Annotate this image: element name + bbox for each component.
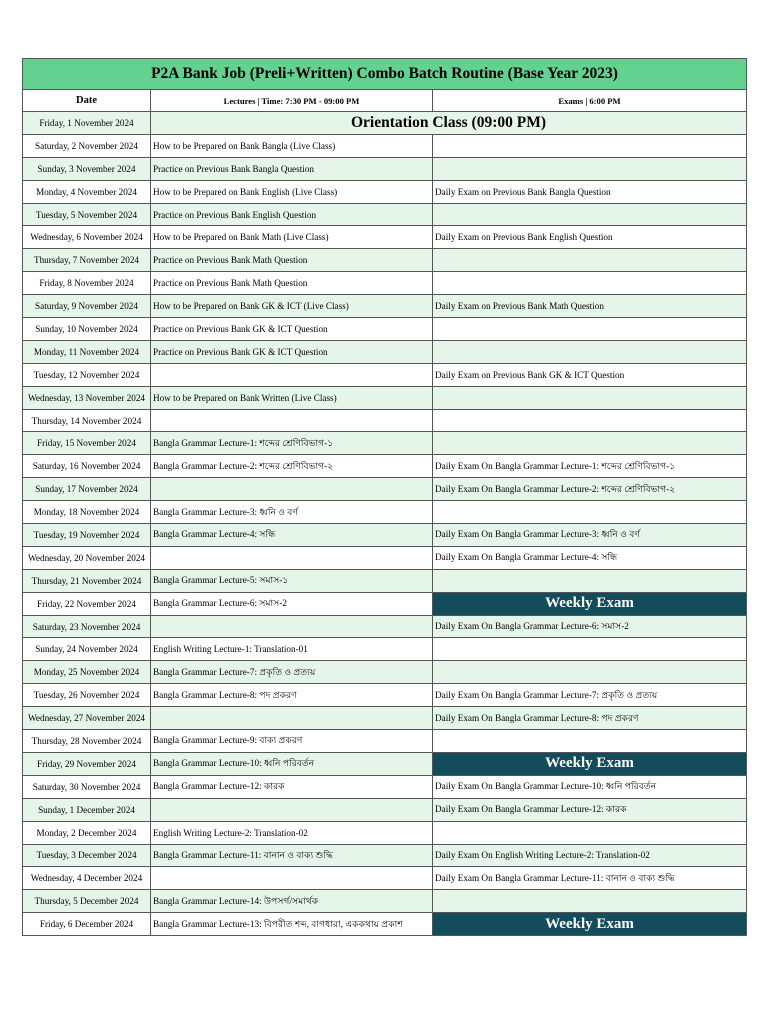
exam-cell bbox=[433, 409, 747, 432]
orientation-cell: Orientation Class (09:00 PM) bbox=[151, 112, 747, 135]
table-row bbox=[23, 318, 747, 341]
lecture-cell: Bangla Grammar Lecture-9: বাক্য প্রকরণ bbox=[151, 730, 433, 753]
exam-cell bbox=[433, 340, 747, 363]
weekly-exam-cell: Weekly Exam bbox=[433, 752, 747, 775]
lecture-cell: How to be Prepared on Bank Math (Live Class) bbox=[151, 226, 433, 249]
lecture-cell bbox=[151, 798, 433, 821]
date-cell: Thursday, 28 November 2024 bbox=[23, 730, 151, 753]
date-cell: Saturday, 2 November 2024 bbox=[23, 134, 151, 157]
exam-cell bbox=[433, 821, 747, 844]
date-cell: Sunday, 17 November 2024 bbox=[23, 478, 151, 501]
lecture-cell: How to be Prepared on Bank Bangla (Live Class) bbox=[151, 134, 433, 157]
table-row bbox=[23, 867, 747, 890]
lecture-cell bbox=[151, 867, 433, 890]
table-row bbox=[23, 363, 747, 386]
exam-cell bbox=[433, 318, 747, 341]
date-cell: Monday, 18 November 2024 bbox=[23, 501, 151, 524]
exam-cell: Daily Exam On Bangla Grammar Lecture-4: সন্ধি bbox=[433, 546, 747, 569]
date-cell: Sunday, 24 November 2024 bbox=[23, 638, 151, 661]
date-cell: Thursday, 7 November 2024 bbox=[23, 249, 151, 272]
lecture-cell: How to be Prepared on Bank GK & ICT (Live Class) bbox=[151, 295, 433, 318]
lecture-cell: How to be Prepared on Bank English (Live Class) bbox=[151, 180, 433, 203]
table-row bbox=[23, 707, 747, 730]
lecture-cell bbox=[151, 363, 433, 386]
date-cell: Monday, 11 November 2024 bbox=[23, 340, 151, 363]
date-cell: Friday, 6 December 2024 bbox=[23, 913, 151, 936]
header-exams: Exams | 6:00 PM bbox=[433, 90, 747, 112]
date-cell: Saturday, 23 November 2024 bbox=[23, 615, 151, 638]
date-cell: Tuesday, 5 November 2024 bbox=[23, 203, 151, 226]
table-row bbox=[23, 569, 747, 592]
date-cell: Tuesday, 26 November 2024 bbox=[23, 684, 151, 707]
table-row bbox=[23, 134, 747, 157]
exam-cell: Daily Exam on Previous Bank Bangla Question bbox=[433, 180, 747, 203]
lecture-cell: Bangla Grammar Lecture-2: শব্দের শ্রেণিবিভাগ-২ bbox=[151, 455, 433, 478]
date-cell: Wednesday, 6 November 2024 bbox=[23, 226, 151, 249]
lecture-cell: Bangla Grammar Lecture-4: সন্ধি bbox=[151, 524, 433, 547]
date-cell: Thursday, 21 November 2024 bbox=[23, 569, 151, 592]
table-row bbox=[23, 775, 747, 798]
table-row bbox=[23, 295, 747, 318]
lecture-cell: Bangla Grammar Lecture-5: সমাস-১ bbox=[151, 569, 433, 592]
date-cell: Tuesday, 3 December 2024 bbox=[23, 844, 151, 867]
table-row bbox=[23, 821, 747, 844]
lecture-cell: Practice on Previous Bank GK & ICT Question bbox=[151, 318, 433, 341]
lecture-cell: Practice on Previous Bank English Question bbox=[151, 203, 433, 226]
table-row bbox=[23, 615, 747, 638]
lecture-cell: Bangla Grammar Lecture-11: বানান ও বাক্য শুদ্ধি bbox=[151, 844, 433, 867]
date-cell: Thursday, 5 December 2024 bbox=[23, 890, 151, 913]
date-cell: Friday, 29 November 2024 bbox=[23, 752, 151, 775]
lecture-cell: Bangla Grammar Lecture-12: কারক bbox=[151, 775, 433, 798]
header-date: Date bbox=[23, 90, 151, 112]
table-row bbox=[23, 592, 747, 615]
exam-cell bbox=[433, 157, 747, 180]
lecture-cell: Practice on Previous Bank GK & ICT Question bbox=[151, 340, 433, 363]
table-row bbox=[23, 890, 747, 913]
exam-cell: Daily Exam On Bangla Grammar Lecture-3: ধ্বনি ও বর্ণ bbox=[433, 524, 747, 547]
header-lectures: Lectures | Time: 7:30 PM - 09:00 PM bbox=[151, 90, 433, 112]
table-row bbox=[23, 730, 747, 753]
date-cell: Thursday, 14 November 2024 bbox=[23, 409, 151, 432]
lecture-cell: How to be Prepared on Bank Written (Live Class) bbox=[151, 386, 433, 409]
date-cell: Sunday, 1 December 2024 bbox=[23, 798, 151, 821]
lecture-cell bbox=[151, 409, 433, 432]
exam-cell: Daily Exam On Bangla Grammar Lecture-8: পদ প্রকরণ bbox=[433, 707, 747, 730]
exam-cell: Daily Exam on Previous Bank GK & ICT Question bbox=[433, 363, 747, 386]
exam-cell: Daily Exam on Previous Bank English Question bbox=[433, 226, 747, 249]
date-cell: Friday, 15 November 2024 bbox=[23, 432, 151, 455]
date-cell: Wednesday, 13 November 2024 bbox=[23, 386, 151, 409]
lecture-cell: English Writing Lecture-1: Translation-01 bbox=[151, 638, 433, 661]
date-cell: Saturday, 16 November 2024 bbox=[23, 455, 151, 478]
exam-cell bbox=[433, 501, 747, 524]
exam-cell bbox=[433, 638, 747, 661]
exam-cell bbox=[433, 890, 747, 913]
lecture-cell: Practice on Previous Bank Bangla Question bbox=[151, 157, 433, 180]
exam-cell bbox=[433, 272, 747, 295]
date-cell: Tuesday, 12 November 2024 bbox=[23, 363, 151, 386]
date-cell: Monday, 2 December 2024 bbox=[23, 821, 151, 844]
exam-cell: Daily Exam On Bangla Grammar Lecture-1: শব্দের শ্রেণিবিভাগ-১ bbox=[433, 455, 747, 478]
exam-cell: Daily Exam On Bangla Grammar Lecture-6: সমাস-2 bbox=[433, 615, 747, 638]
lecture-cell: Bangla Grammar Lecture-1: শব্দের শ্রেণিবিভাগ-১ bbox=[151, 432, 433, 455]
table-row bbox=[23, 180, 747, 203]
lecture-cell bbox=[151, 615, 433, 638]
lecture-cell: Bangla Grammar Lecture-14: উপসর্গ/সমার্থক bbox=[151, 890, 433, 913]
date-cell: Monday, 4 November 2024 bbox=[23, 180, 151, 203]
table-row bbox=[23, 409, 747, 432]
table-row bbox=[23, 638, 747, 661]
exam-cell: Daily Exam On Bangla Grammar Lecture-12: কারক bbox=[433, 798, 747, 821]
table-row bbox=[23, 226, 747, 249]
date-cell: Saturday, 30 November 2024 bbox=[23, 775, 151, 798]
exam-cell: Daily Exam On Bangla Grammar Lecture-11: বানান ও বাক্য শুদ্ধি bbox=[433, 867, 747, 890]
lecture-cell: English Writing Lecture-2: Translation-02 bbox=[151, 821, 433, 844]
table-row bbox=[23, 913, 747, 936]
routine-table bbox=[22, 58, 747, 936]
date-cell: Friday, 8 November 2024 bbox=[23, 272, 151, 295]
exam-cell bbox=[433, 249, 747, 272]
date-cell: Sunday, 10 November 2024 bbox=[23, 318, 151, 341]
weekly-exam-cell: Weekly Exam bbox=[433, 913, 747, 936]
exam-cell bbox=[433, 203, 747, 226]
table-row bbox=[23, 272, 747, 295]
table-row bbox=[23, 157, 747, 180]
title-row bbox=[23, 59, 747, 90]
table-row bbox=[23, 203, 747, 226]
date-cell: Tuesday, 19 November 2024 bbox=[23, 524, 151, 547]
lecture-cell bbox=[151, 478, 433, 501]
exam-cell bbox=[433, 134, 747, 157]
lecture-cell: Practice on Previous Bank Math Question bbox=[151, 249, 433, 272]
date-cell: Monday, 25 November 2024 bbox=[23, 661, 151, 684]
lecture-cell: Bangla Grammar Lecture-10: ধ্বনি পরিবর্তন bbox=[151, 752, 433, 775]
table-row bbox=[23, 478, 747, 501]
table-row bbox=[23, 546, 747, 569]
exam-cell bbox=[433, 661, 747, 684]
date-cell: Sunday, 3 November 2024 bbox=[23, 157, 151, 180]
exam-cell bbox=[433, 432, 747, 455]
routine-title: P2A Bank Job (Preli+Written) Combo Batch Routine (Base Year 2023) bbox=[23, 59, 747, 90]
table-row bbox=[23, 455, 747, 478]
date-cell: Wednesday, 4 December 2024 bbox=[23, 867, 151, 890]
exam-cell bbox=[433, 730, 747, 753]
table-row bbox=[23, 112, 747, 135]
table-row bbox=[23, 661, 747, 684]
table-row bbox=[23, 798, 747, 821]
date-cell: Friday, 22 November 2024 bbox=[23, 592, 151, 615]
table-row bbox=[23, 752, 747, 775]
lecture-cell: Bangla Grammar Lecture-7: প্রকৃতি ও প্রত্যয় bbox=[151, 661, 433, 684]
date-cell: Saturday, 9 November 2024 bbox=[23, 295, 151, 318]
table-row bbox=[23, 524, 747, 547]
lecture-cell: Bangla Grammar Lecture-8: পদ প্রকরণ bbox=[151, 684, 433, 707]
date-cell: Wednesday, 20 November 2024 bbox=[23, 546, 151, 569]
table-row bbox=[23, 844, 747, 867]
table-row bbox=[23, 501, 747, 524]
weekly-exam-cell: Weekly Exam bbox=[433, 592, 747, 615]
table-row bbox=[23, 432, 747, 455]
exam-cell: Daily Exam On Bangla Grammar Lecture-10: ধ্বনি পরিবর্তন bbox=[433, 775, 747, 798]
exam-cell: Daily Exam On Bangla Grammar Lecture-7: প্রকৃতি ও প্রত্যয় bbox=[433, 684, 747, 707]
lecture-cell: Bangla Grammar Lecture-13: বিপরীত শব্দ, বাগধারা, এককথায় প্রকাশ bbox=[151, 913, 433, 936]
exam-cell: Daily Exam On English Writing Lecture-2: Translation-02 bbox=[433, 844, 747, 867]
lecture-cell: Bangla Grammar Lecture-6: সমাস-2 bbox=[151, 592, 433, 615]
lecture-cell bbox=[151, 546, 433, 569]
table-row bbox=[23, 684, 747, 707]
date-cell: Wednesday, 27 November 2024 bbox=[23, 707, 151, 730]
exam-cell: Daily Exam On Bangla Grammar Lecture-2: শব্দের শ্রেণিবিভাগ-২ bbox=[433, 478, 747, 501]
lecture-cell: Bangla Grammar Lecture-3: ধ্বনি ও বর্ণ bbox=[151, 501, 433, 524]
exam-cell: Daily Exam on Previous Bank Math Question bbox=[433, 295, 747, 318]
lecture-cell: Practice on Previous Bank Math Question bbox=[151, 272, 433, 295]
routine-sheet bbox=[22, 58, 746, 936]
table-row bbox=[23, 340, 747, 363]
table-row bbox=[23, 386, 747, 409]
date-cell: Friday, 1 November 2024 bbox=[23, 112, 151, 135]
lecture-cell bbox=[151, 707, 433, 730]
header-row bbox=[23, 90, 747, 112]
table-row bbox=[23, 249, 747, 272]
exam-cell bbox=[433, 569, 747, 592]
exam-cell bbox=[433, 386, 747, 409]
